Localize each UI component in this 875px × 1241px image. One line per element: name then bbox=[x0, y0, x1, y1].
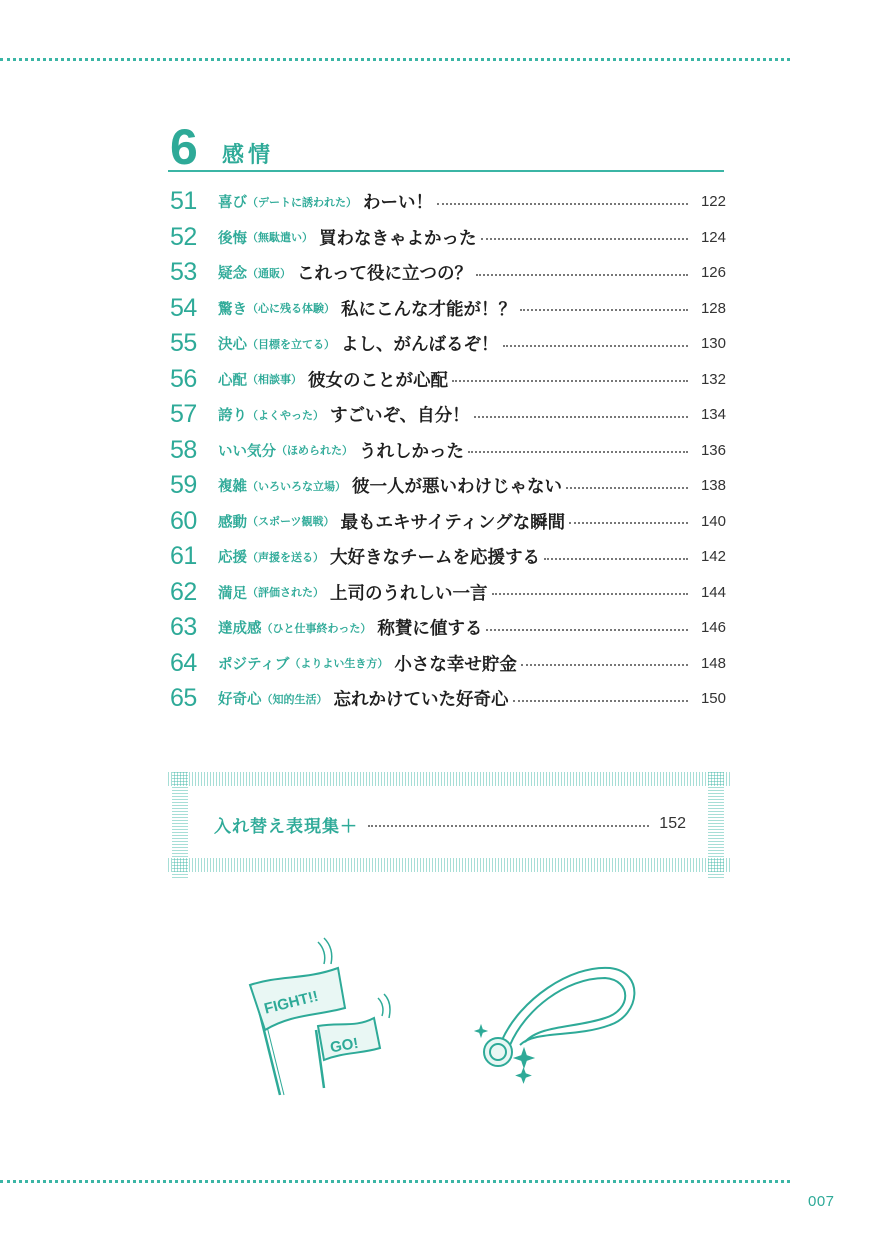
entry-number: 53 bbox=[170, 258, 197, 287]
bonus-title: 入れ替え表現集＋ bbox=[214, 816, 358, 837]
leader-dots bbox=[544, 558, 688, 560]
entry-page: 122 bbox=[700, 193, 726, 211]
entry-page: 128 bbox=[700, 299, 726, 317]
entry-context: （声援を送る） bbox=[247, 550, 324, 564]
entry-context: （評価された） bbox=[247, 586, 324, 600]
toc-entry[interactable] bbox=[170, 681, 726, 717]
entry-title: 小さな幸せ貯金 bbox=[394, 654, 517, 675]
entry-page: 138 bbox=[700, 477, 726, 495]
entry-page: 140 bbox=[700, 512, 726, 530]
toc-entry[interactable] bbox=[170, 291, 726, 327]
leader-dots bbox=[437, 203, 688, 205]
entry-page: 148 bbox=[700, 654, 726, 672]
entry-title: 彼女のことが心配 bbox=[308, 370, 448, 391]
entry-emotion: 応援 bbox=[218, 550, 247, 567]
entry-context: （通販） bbox=[247, 266, 291, 280]
entry-title: 大好きなチームを応援する bbox=[330, 548, 540, 569]
chapter-heading bbox=[168, 119, 724, 175]
leader-dots bbox=[492, 593, 689, 595]
leader-dots bbox=[452, 380, 688, 382]
entry-context: （無駄遣い） bbox=[247, 231, 313, 245]
entry-page: 124 bbox=[700, 228, 726, 246]
entry-emotion: いい気分 bbox=[218, 443, 276, 460]
entry-context: （よりよい生き方） bbox=[289, 657, 389, 671]
entry-page: 130 bbox=[700, 335, 726, 353]
leader-dots bbox=[486, 629, 688, 631]
entry-title: すごいぞ、自分！ bbox=[330, 406, 470, 427]
frame-band-right bbox=[708, 770, 724, 878]
chapter-title: 感情 bbox=[222, 143, 275, 168]
chapter-number: 6 bbox=[170, 119, 198, 175]
entry-number: 63 bbox=[170, 613, 197, 642]
frame-band-top bbox=[168, 772, 730, 786]
entry-context: （ひと仕事終わった） bbox=[261, 621, 372, 635]
entry-emotion: 疑念 bbox=[218, 266, 247, 283]
toc-entry[interactable] bbox=[170, 646, 726, 682]
entry-context: （相談事） bbox=[247, 373, 302, 387]
entry-emotion: 驚き bbox=[218, 301, 247, 318]
leader-dots bbox=[481, 238, 689, 240]
toc-entry[interactable] bbox=[170, 575, 726, 611]
entry-page: 126 bbox=[700, 264, 726, 282]
entry-page: 144 bbox=[700, 583, 726, 601]
entry-title: 彼一人が悪いわけじゃない bbox=[352, 477, 562, 498]
entry-number: 58 bbox=[170, 435, 197, 464]
bottom-dotted-border bbox=[0, 1180, 790, 1183]
entry-number: 61 bbox=[170, 542, 197, 571]
entry-context: （スポーツ観戦） bbox=[247, 515, 335, 529]
entry-number: 54 bbox=[170, 293, 197, 322]
entry-emotion: 決心 bbox=[218, 337, 247, 354]
entry-emotion: 感動 bbox=[218, 514, 247, 531]
top-dotted-border bbox=[0, 58, 790, 61]
entry-title: 称賛に値する bbox=[377, 619, 483, 640]
frame-band-left bbox=[172, 770, 188, 878]
bonus-frame bbox=[168, 770, 730, 878]
entry-emotion: 心配 bbox=[218, 372, 247, 389]
leader-dots bbox=[566, 487, 688, 489]
entry-page: 146 bbox=[700, 619, 726, 637]
entry-context: （心に残る体験） bbox=[247, 302, 335, 316]
flag-fight bbox=[250, 938, 345, 1095]
toc-entry[interactable] bbox=[170, 220, 726, 256]
leader-dots bbox=[569, 522, 688, 524]
entry-emotion: 達成感 bbox=[218, 621, 262, 638]
entry-title: 最もエキサイティングな瞬間 bbox=[340, 512, 566, 533]
leader-dots bbox=[474, 416, 688, 418]
medal-icon bbox=[477, 968, 634, 1081]
entry-page: 134 bbox=[700, 406, 726, 424]
leader-dots bbox=[476, 274, 688, 276]
entry-title: よし、がんばるぞ！ bbox=[341, 335, 499, 356]
toc-entry[interactable] bbox=[170, 433, 726, 469]
toc-entry[interactable] bbox=[170, 326, 726, 362]
flag-go-text: GO! bbox=[328, 1034, 360, 1057]
leader-dots bbox=[468, 451, 688, 453]
entry-context: （デートに誘われた） bbox=[247, 195, 357, 209]
illustration bbox=[240, 930, 660, 1100]
entry-page: 136 bbox=[700, 441, 726, 459]
entry-emotion: ポジティブ bbox=[218, 656, 290, 673]
entry-context: （知的生活） bbox=[261, 692, 328, 706]
toc-entry[interactable] bbox=[170, 255, 726, 291]
leader-dots bbox=[520, 309, 688, 311]
entry-number: 57 bbox=[170, 400, 197, 429]
entry-page: 150 bbox=[700, 690, 726, 708]
page-number: 007 bbox=[808, 1193, 835, 1210]
entry-page: 132 bbox=[700, 370, 726, 388]
toc-entry[interactable] bbox=[170, 610, 726, 646]
leader-dots bbox=[503, 345, 689, 347]
entry-emotion: 喜び bbox=[218, 195, 247, 212]
frame-band-bottom bbox=[168, 858, 730, 872]
entry-page: 142 bbox=[700, 548, 726, 566]
entry-number: 55 bbox=[170, 329, 197, 358]
bonus-page: 152 bbox=[659, 815, 686, 832]
toc-entry[interactable] bbox=[170, 184, 726, 220]
entry-title: 私にこんな才能が！？ bbox=[341, 299, 516, 320]
entry-context: （ほめられた） bbox=[276, 444, 353, 458]
entry-number: 59 bbox=[170, 471, 197, 500]
entry-number: 51 bbox=[170, 187, 197, 216]
toc-entry[interactable] bbox=[170, 468, 726, 504]
entry-number: 56 bbox=[170, 364, 197, 393]
toc-entry[interactable] bbox=[170, 362, 726, 398]
entry-number: 65 bbox=[170, 684, 197, 713]
leader-dots bbox=[513, 700, 689, 702]
entry-context: （いろいろな立場） bbox=[247, 479, 346, 493]
entry-title: 上司のうれしい一言 bbox=[330, 583, 488, 604]
entry-title: 忘れかけていた好奇心 bbox=[333, 690, 509, 711]
entry-title: わーい！ bbox=[363, 193, 433, 214]
leader-dots bbox=[521, 664, 688, 666]
entry-emotion: 誇り bbox=[218, 408, 247, 425]
entry-context: （目標を立てる） bbox=[247, 337, 335, 351]
flag-fight-text: FIGHT!! bbox=[262, 987, 321, 1018]
entry-emotion: 満足 bbox=[218, 585, 247, 602]
entry-number: 62 bbox=[170, 577, 197, 606]
entry-emotion: 複雑 bbox=[218, 479, 247, 496]
entry-title: うれしかった bbox=[359, 441, 464, 462]
entry-context: （よくやった） bbox=[247, 408, 324, 422]
entry-title: 買わなきゃよかった bbox=[319, 228, 477, 249]
entry-number: 52 bbox=[170, 222, 197, 251]
entry-number: 60 bbox=[170, 506, 197, 535]
table-of-contents bbox=[170, 184, 726, 717]
entry-title: これって役に立つの？ bbox=[297, 264, 472, 285]
entry-emotion: 好奇心 bbox=[218, 692, 262, 709]
toc-entry[interactable] bbox=[170, 397, 726, 433]
bonus-entry[interactable] bbox=[214, 812, 686, 836]
bonus-leader-dots bbox=[368, 825, 649, 827]
entry-number: 64 bbox=[170, 648, 197, 677]
toc-entry[interactable] bbox=[170, 504, 726, 540]
entry-emotion: 後悔 bbox=[218, 230, 247, 247]
toc-entry[interactable] bbox=[170, 539, 726, 575]
